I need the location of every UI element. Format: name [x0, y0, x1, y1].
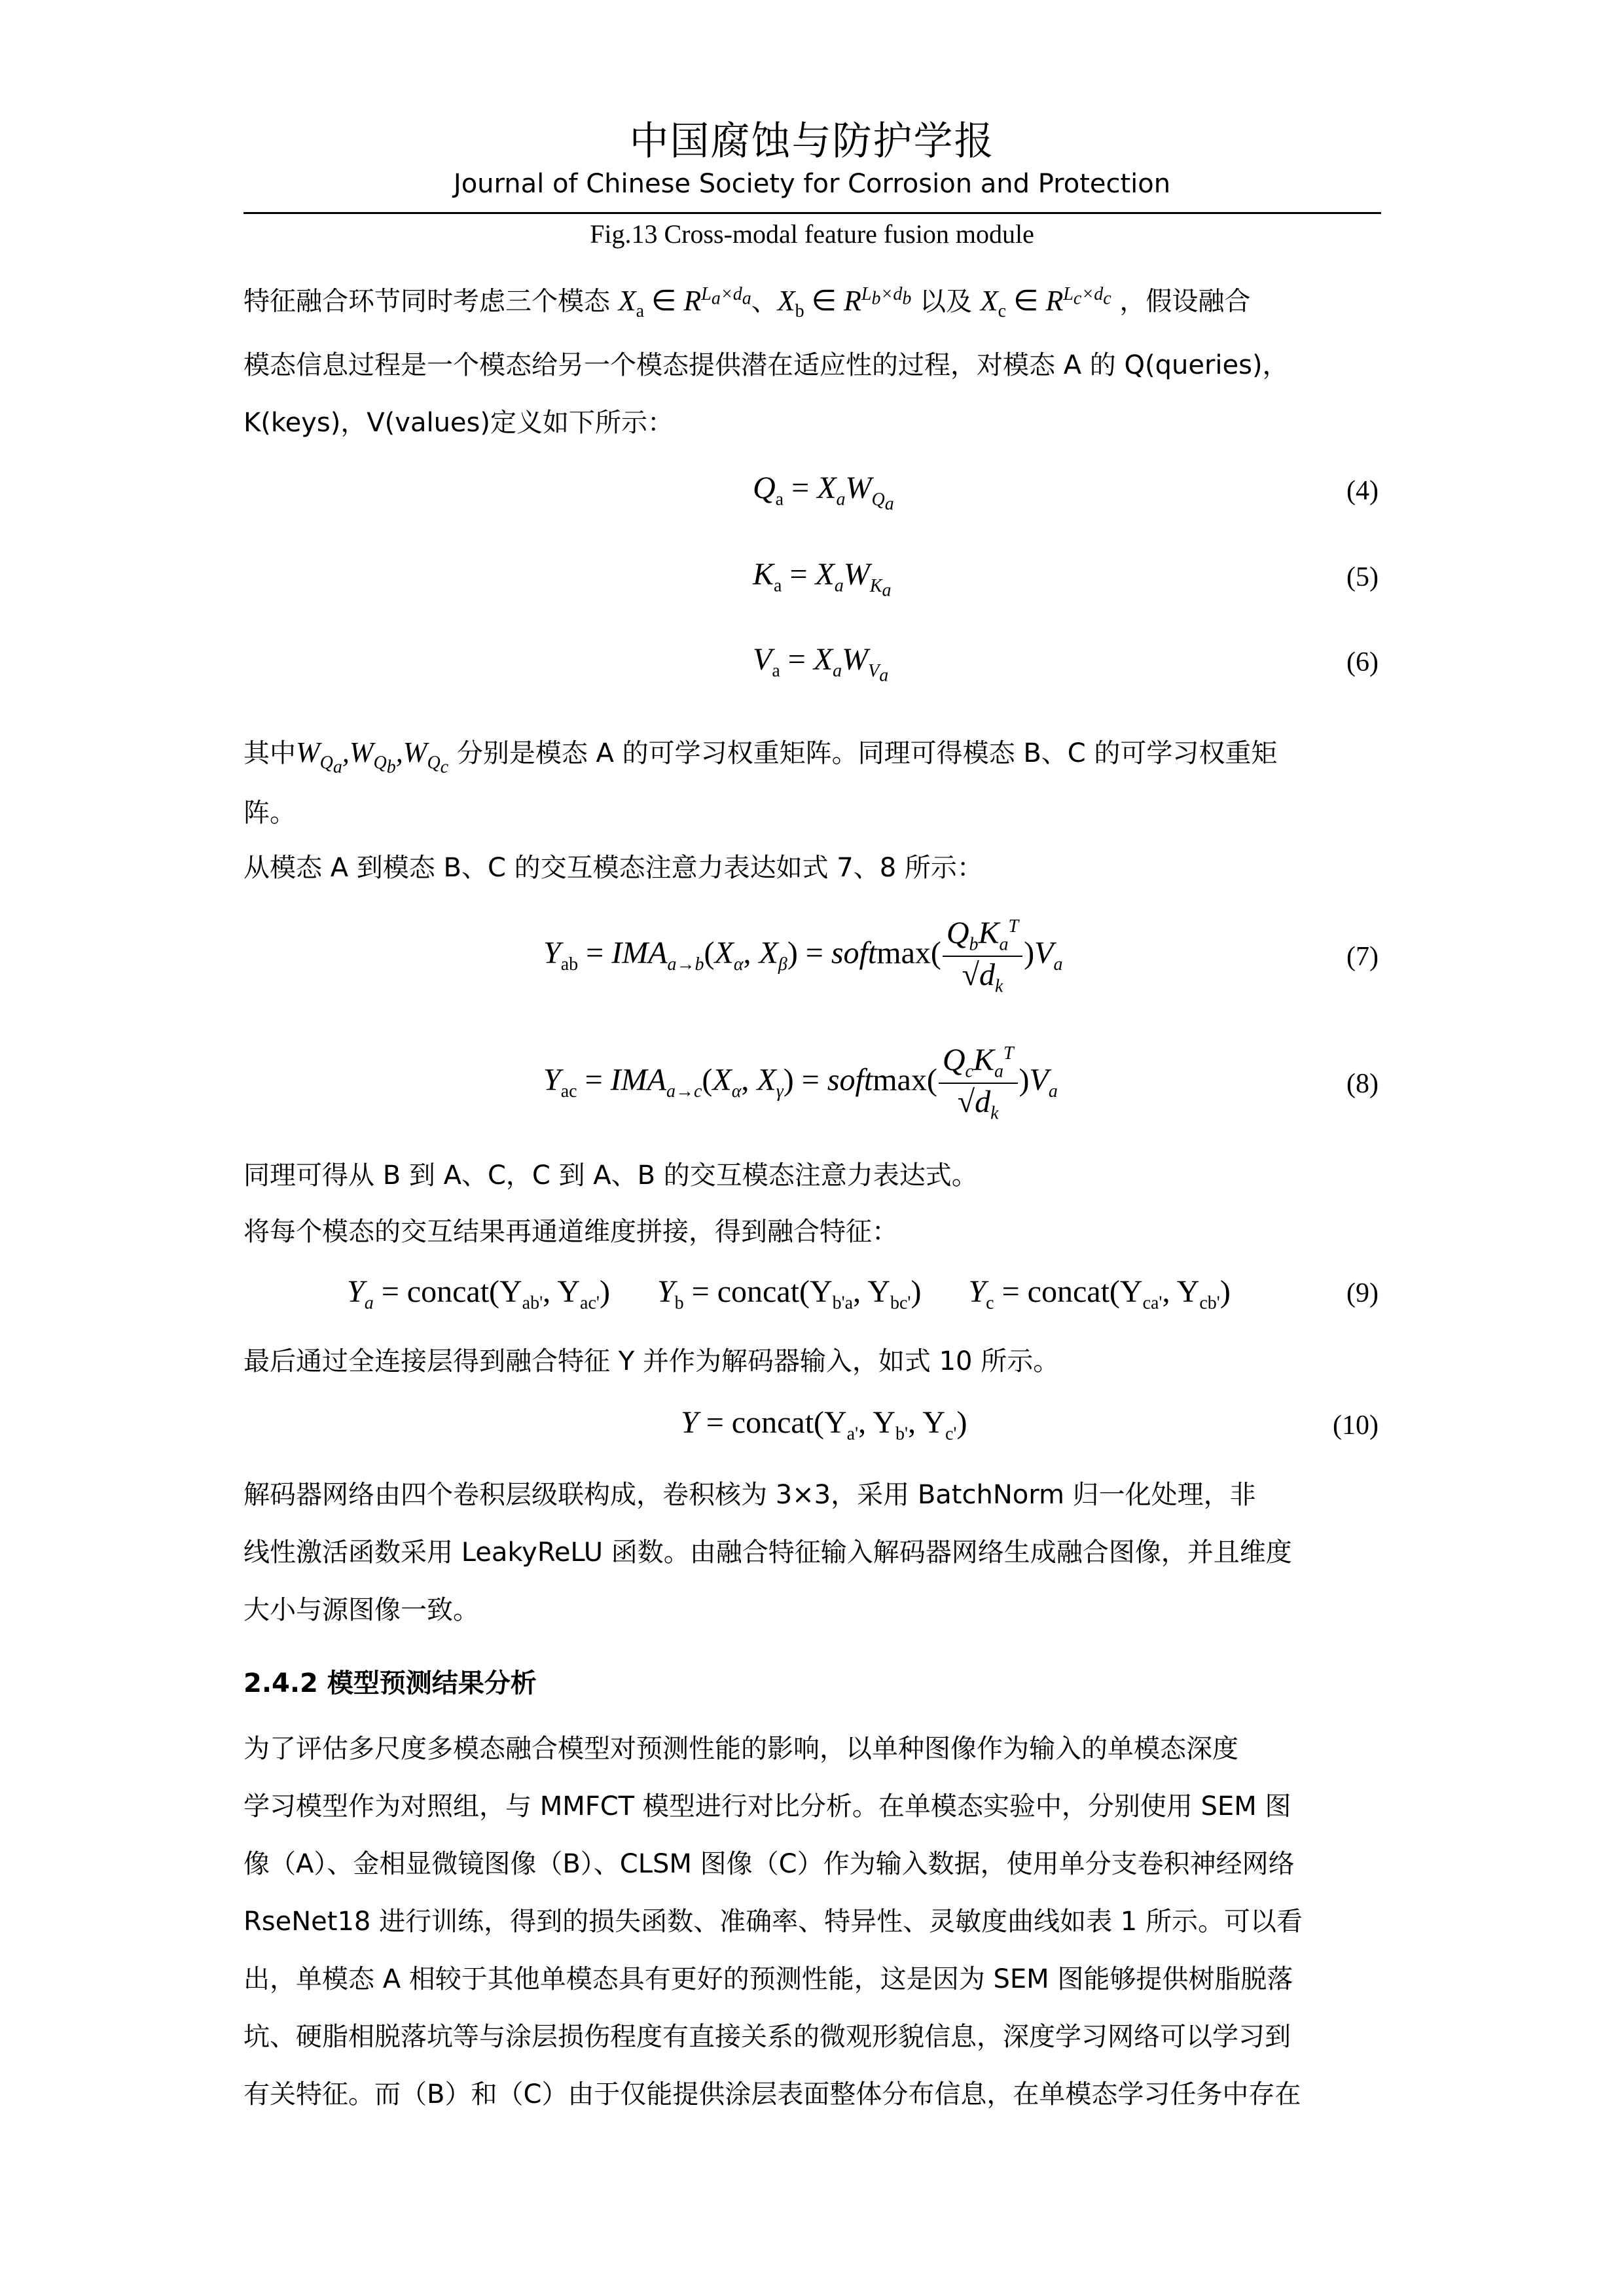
paragraph-1-line-3: K(keys)，V(values)定义如下所示：: [244, 408, 674, 438]
equation-6-number: (6): [1346, 647, 1379, 677]
p1-text-b: ，假设融合: [1119, 286, 1251, 317]
paragraph-8-line-4: RseNet18 进行训练，得到的损失函数、准确率、特异性、灵敏度曲线如表 1 所示。可以看: [244, 1907, 1303, 1937]
equation-10-number: (10): [1333, 1410, 1379, 1441]
paragraph-5-line-1: 将每个模态的交互结果再通道维度拼接，得到融合特征：: [244, 1217, 898, 1247]
header-rule: [244, 212, 1381, 214]
equation-5-number: (5): [1346, 562, 1379, 592]
equation-6: $V_a = X_aW_{V_a}$: [753, 642, 889, 686]
weight-matrices-inline: $W_{Q_a},W_{Q_b},W_{Q_c}$: [296, 736, 449, 778]
paragraph-3-line-1: 从模态 A 到模态 B、C 的交互模态注意力表达如式 7、8 所示：: [244, 853, 983, 883]
paragraph-4-line-1: 同理可得从 B 到 A、C，C 到 A、B 的交互模态注意力表达式。: [244, 1160, 978, 1191]
equation-9-number: (9): [1346, 1278, 1379, 1308]
paragraph-7-line-1: 解码器网络由四个卷积层级联构成，卷积核为 3×3，采用 BatchNorm 归一化处理，非: [244, 1480, 1256, 1510]
equation-5: $K_a = X_aW_{K_a}$: [753, 557, 892, 601]
modality-sets-inline: $X_a$ ∈ $R^{L_a\times d_a}$、$X_b$ ∈ $R^{L_b\times d_b}$ 以及 $X_c$ ∈ $R^{L_c\times d_c}$: [618, 284, 1111, 321]
paragraph-8-line-5: 出，单模态 A 相较于其他单模态具有更好的预测性能，这是因为 SEM 图能够提供树脂脱落: [244, 1964, 1293, 1994]
paragraph-8-line-2: 学习模型作为对照组，与 MMFCT 模型进行对比分析。在单模态实验中，分别使用 SEM 图: [244, 1791, 1291, 1821]
paragraph-1-line-2: 模态信息过程是一个模态给另一个模态提供潜在适应性的过程，对模态 A 的 Q(queries)，: [244, 350, 1289, 380]
figure-caption: Fig.13 Cross-modal feature fusion module: [590, 219, 1034, 249]
journal-title-cn: 中国腐蚀与防护学报: [629, 118, 995, 164]
equation-4-number: (4): [1346, 476, 1379, 506]
paragraph-8-line-6: 坑、硬脂相脱落坑等与涂层损伤程度有直接关系的微观形貌信息，深度学习网络可以学习到: [244, 2022, 1291, 2052]
section-heading: 2.4.2 模型预测结果分析: [244, 1668, 537, 1698]
equation-4: $Q_a = X_aW_{Q_a}$: [753, 471, 894, 514]
equation-10: $Y = concat(Y_{a'}$, $Y_{b'}$, $Y_{c'}$): [681, 1405, 967, 1444]
equation-8: $Y_{ac} = IMA_{a\to c}(X_\alpha$, $X_\gamma$) = softmax( $\frac{Q_cK_a^T}{√d_k}$ )$V_a$: [543, 1043, 1058, 1124]
paragraph-7-line-2: 线性激活函数采用 LeakyReLU 函数。由融合特征输入解码器网络生成融合图像，并且维度: [244, 1537, 1292, 1568]
equation-8-number: (8): [1346, 1069, 1379, 1099]
p1-text-a: 特征融合环节同时考虑三个模态: [244, 286, 610, 317]
paragraph-8-line-7: 有关特征。而（B）和（C）由于仅能提供涂层表面整体分布信息，在单模态学习任务中存在: [244, 2079, 1301, 2109]
paragraph-8-line-1: 为了评估多尺度多模态融合模型对预测性能的影响，以单种图像作为输入的单模态深度: [244, 1734, 1238, 1764]
paragraph-2-line-1: [244, 736, 1278, 780]
equation-9: $Y_a$ = $concat(Y_{ab'}$, $Y_{ac'}$) $Y_b$ = $concat(Y_{b'a}$, $Y_{bc'}$) $Y_c$ = $concat(Y_{ca'}$, $Y_{cb'}$): [347, 1274, 1231, 1314]
paragraph-6-line-1: 最后通过全连接层得到融合特征 Y 并作为解码器输入，如式 10 所示。: [244, 1346, 1060, 1376]
paragraph-7-line-3: 大小与源图像一致。: [244, 1595, 479, 1625]
p2-text-b: 分别是模态 A 的可学习权重矩阵。同理可得模态 B、C 的可学习权重矩: [456, 738, 1278, 768]
paragraph-8-line-3: 像（A）、金相显微镜图像（B）、CLSM 图像（C）作为输入数据，使用单分支卷积神经网络: [244, 1849, 1295, 1879]
equation-7: $Y_{ab} = IMA_{a\to b}(X_\alpha$, $X_\beta$) = softmax( $\frac{Q_bK_a^T}{√d_k}$ )$V_a$: [543, 916, 1063, 997]
p2-text-a: 其中: [244, 738, 296, 768]
equation-7-number: (7): [1346, 942, 1379, 972]
journal-title-en: Journal of Chinese Society for Corrosion and Protection: [453, 169, 1171, 199]
paragraph-1-line-1: [244, 281, 1250, 324]
paragraph-2-line-2: 阵。: [244, 798, 296, 828]
